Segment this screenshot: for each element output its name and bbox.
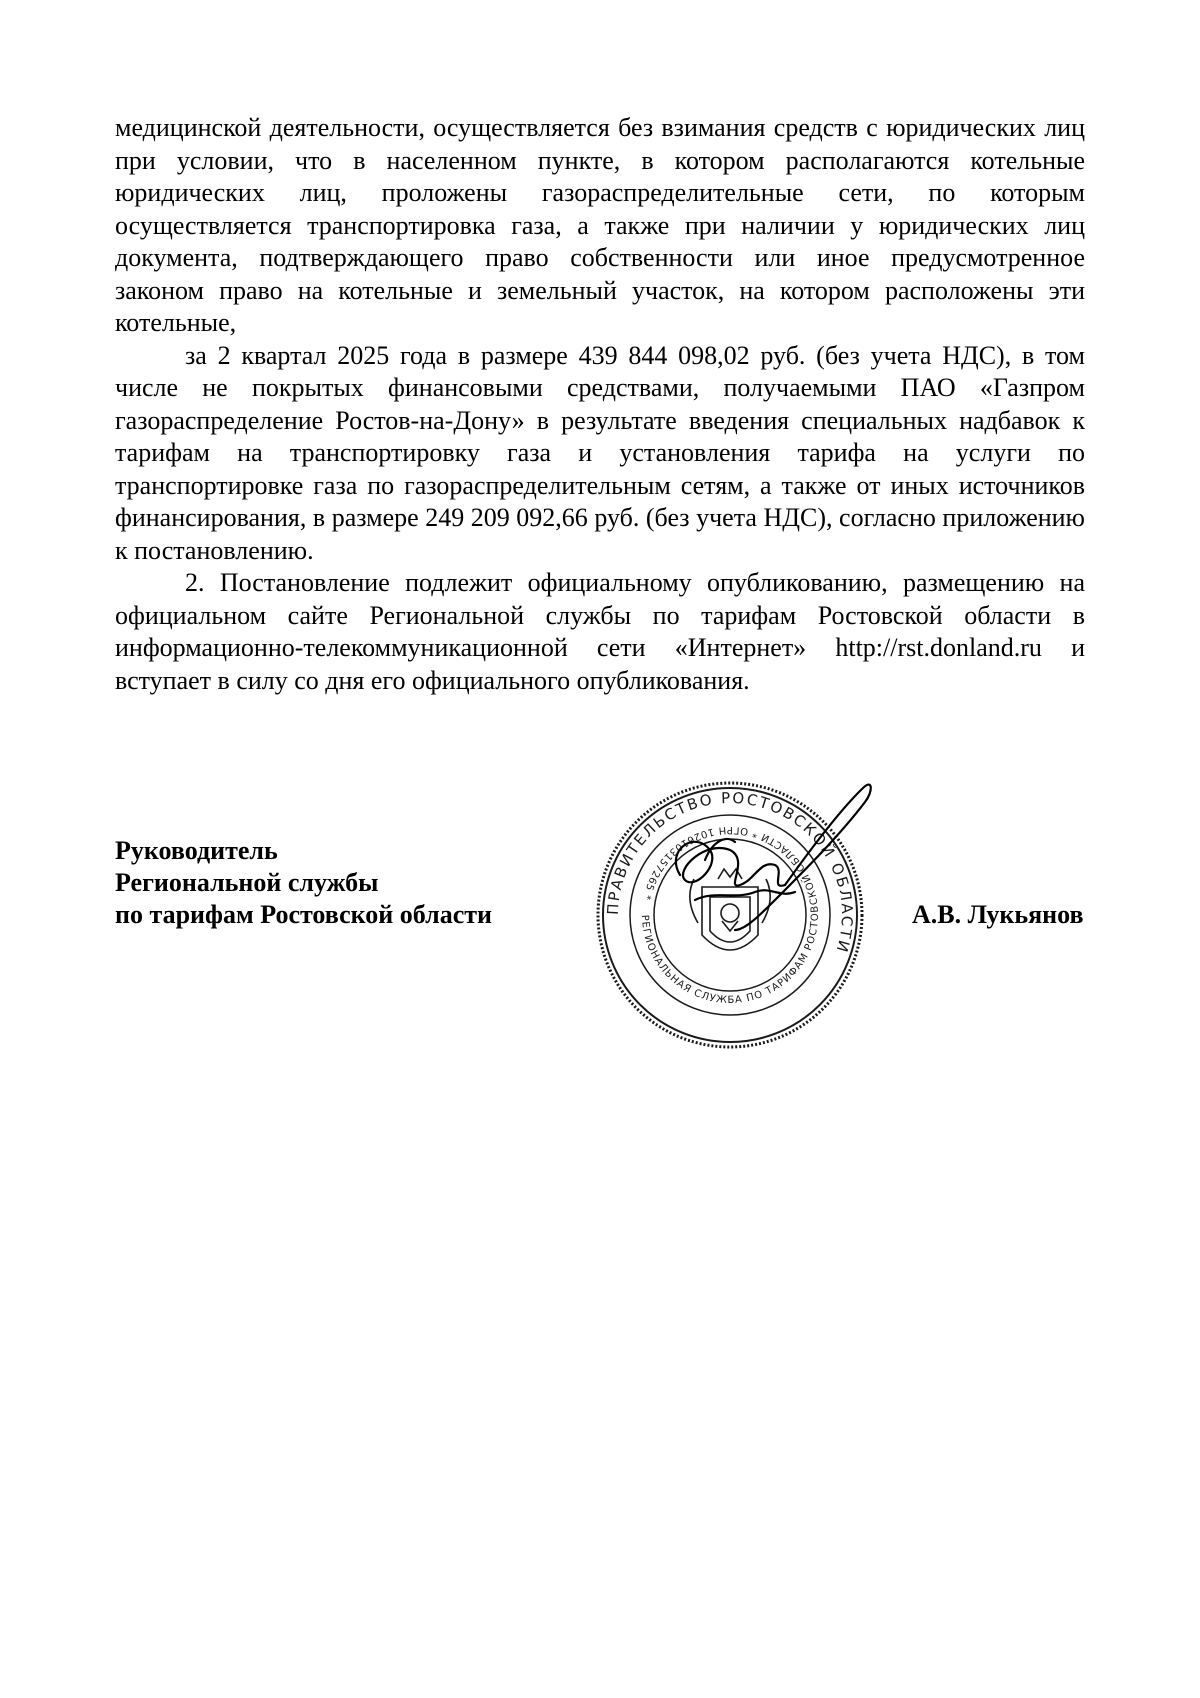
seal-inner-text: РЕГИОНАЛЬНАЯ СЛУЖБА ПО ТАРИФАМ РОСТОВСКОЙ ОБЛАСТИ * ОГРН 1026103157265 *	[638, 823, 822, 1007]
paragraph-continuation: медицинской деятельности, осуществляется без взимания средств с юридических лиц при условии, что в населенном пункте, в котором располагаются котельные юридических лиц, проложены газораспределительные сети, по которым осуществляется транспортировка газа, а также при наличии у юридических лиц документа, подтверждающего право собственности или иное предусмотренное законом право на котельные и земельный участок, на котором расположены эти котельные,	[115, 113, 1085, 337]
handwritten-signature	[635, 780, 875, 980]
signatory-name: А.В. Лукьянов	[912, 900, 1084, 929]
signatory-title-line-1: Руководитель	[115, 836, 278, 865]
paragraph-quarter-amount: за 2 квартал 2025 года в размере 439 844 098,02 руб. (без учета НДС), в том числе не покрытых финансовыми средствами, получаемыми ПАО «Газпром газораспределение Ростов-на-Дону» в результате введения специальных надбавок к тарифам на транспортировку газа и установления тарифа на услуги по транспортировке газа по газораспределительным сетям, а также от иных источников финансирования, в размере 249 209 092,66 руб. (без учета НДС), согласно приложению к постановлению.	[115, 340, 1085, 565]
paragraph-publication: 2. Постановление подлежит официальному опубликованию, размещению на официальном сайте Региональной службы по тарифам Ростовской области в информационно-телекоммуникационной сети «Интернет» http://rst.donland.ru и вступает в силу со дня его официального опубликования.	[115, 568, 1085, 695]
signatory-title-line-2: Региональной службы	[115, 868, 379, 897]
seal-outer-text: ПРАВИТЕЛЬСТВО РОСТОВСКОЙ ОБЛАСТИ	[603, 788, 857, 956]
signatory-title	[115, 835, 492, 931]
signatory-title-line-3: по тарифам Ростовской области	[115, 900, 493, 929]
document-body	[115, 112, 1085, 697]
